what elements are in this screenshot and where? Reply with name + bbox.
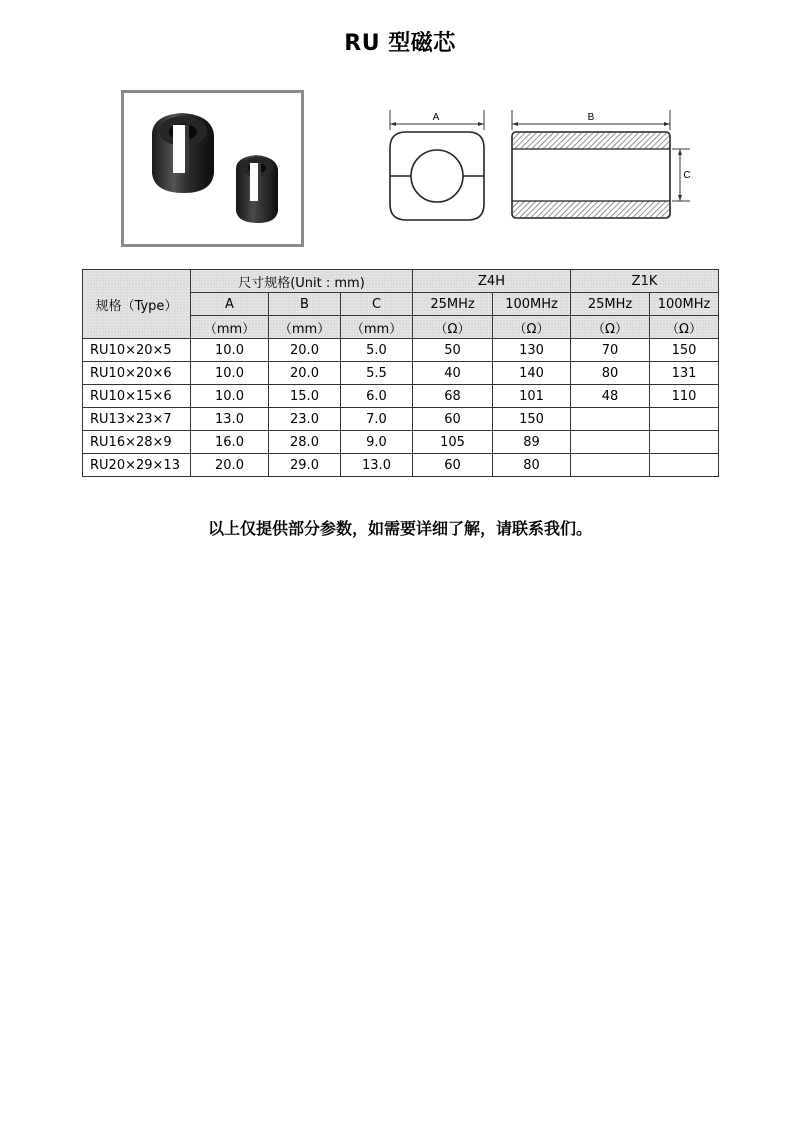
dimension-c-label: C	[683, 170, 691, 181]
table-cell: 23.0	[269, 408, 341, 431]
unit-cell: （mm）	[269, 316, 341, 339]
table-cell: 40	[413, 362, 493, 385]
table-row	[83, 454, 719, 477]
type-cell: RU20×29×13	[83, 454, 191, 477]
table-cell: 80	[571, 362, 650, 385]
z4h-100mhz-header: 100MHz	[493, 293, 571, 316]
z1k-group-header: Z1K	[571, 270, 719, 293]
table-cell: 9.0	[341, 431, 413, 454]
table-row	[83, 362, 719, 385]
type-cell: RU13×23×7	[83, 408, 191, 431]
table-cell: 60	[413, 408, 493, 431]
table-cell: 130	[493, 339, 571, 362]
table-cell: 10.0	[191, 339, 269, 362]
unit-cell: （mm）	[341, 316, 413, 339]
table-cell: 89	[493, 431, 571, 454]
table-header-row	[83, 270, 719, 293]
table-cell: 6.0	[341, 385, 413, 408]
table-cell	[571, 408, 650, 431]
z4h-25mhz-header: 25MHz	[413, 293, 493, 316]
table-cell: 70	[571, 339, 650, 362]
type-cell: RU10×15×6	[83, 385, 191, 408]
table-cell	[571, 431, 650, 454]
ferrite-core-photo	[121, 90, 304, 247]
unit-cell: （Ω）	[571, 316, 650, 339]
table-cell: 80	[493, 454, 571, 477]
table-cell: 13.0	[191, 408, 269, 431]
table-cell: 10.0	[191, 362, 269, 385]
unit-cell: （Ω）	[650, 316, 719, 339]
type-cell: RU10×20×6	[83, 362, 191, 385]
unit-cell: （Ω）	[493, 316, 571, 339]
table-cell: 20.0	[269, 339, 341, 362]
ferrite-core-photo-icon	[124, 93, 301, 244]
table-cell: 7.0	[341, 408, 413, 431]
table-row	[83, 385, 719, 408]
table-cell: 101	[493, 385, 571, 408]
table-cell	[571, 454, 650, 477]
z4h-group-header: Z4H	[413, 270, 571, 293]
table-cell: 48	[571, 385, 650, 408]
table-cell: 150	[493, 408, 571, 431]
table-cell: 110	[650, 385, 719, 408]
dimension-b-label: B	[587, 112, 595, 123]
table-cell	[650, 454, 719, 477]
col-a-header: A	[191, 293, 269, 316]
contact-note: 以上仅提供部分参数，如需要详细了解，请联系我们。	[207, 519, 592, 538]
core-dimension-drawing	[378, 104, 698, 230]
table-cell: 105	[413, 431, 493, 454]
table-cell: 10.0	[191, 385, 269, 408]
dimension-a-label: A	[432, 112, 440, 123]
unit-cell: （mm）	[191, 316, 269, 339]
type-cell: RU16×28×9	[83, 431, 191, 454]
table-row	[83, 431, 719, 454]
col-b-header: B	[269, 293, 341, 316]
table-cell: 5.0	[341, 339, 413, 362]
size-group-header: 尺寸规格(Unit : mm)	[191, 270, 413, 293]
type-cell: RU10×20×5	[83, 339, 191, 362]
table-cell: 20.0	[269, 362, 341, 385]
type-header: 规格（Type）	[83, 270, 191, 339]
table-cell: 131	[650, 362, 719, 385]
table-cell: 140	[493, 362, 571, 385]
page-title: RU 型磁芯	[344, 31, 456, 56]
table-row	[83, 408, 719, 431]
table-cell: 20.0	[191, 454, 269, 477]
table-cell	[650, 431, 719, 454]
table-cell: 29.0	[269, 454, 341, 477]
table-cell: 68	[413, 385, 493, 408]
z1k-25mhz-header: 25MHz	[571, 293, 650, 316]
unit-cell: （Ω）	[413, 316, 493, 339]
table-cell: 50	[413, 339, 493, 362]
table-row	[83, 339, 719, 362]
z1k-100mhz-header: 100MHz	[650, 293, 719, 316]
table-cell: 15.0	[269, 385, 341, 408]
table-cell: 5.5	[341, 362, 413, 385]
table-cell	[650, 408, 719, 431]
table-cell: 150	[650, 339, 719, 362]
spec-table	[82, 269, 719, 477]
table-cell: 13.0	[341, 454, 413, 477]
table-cell: 28.0	[269, 431, 341, 454]
table-cell: 16.0	[191, 431, 269, 454]
table-cell: 60	[413, 454, 493, 477]
col-c-header: C	[341, 293, 413, 316]
